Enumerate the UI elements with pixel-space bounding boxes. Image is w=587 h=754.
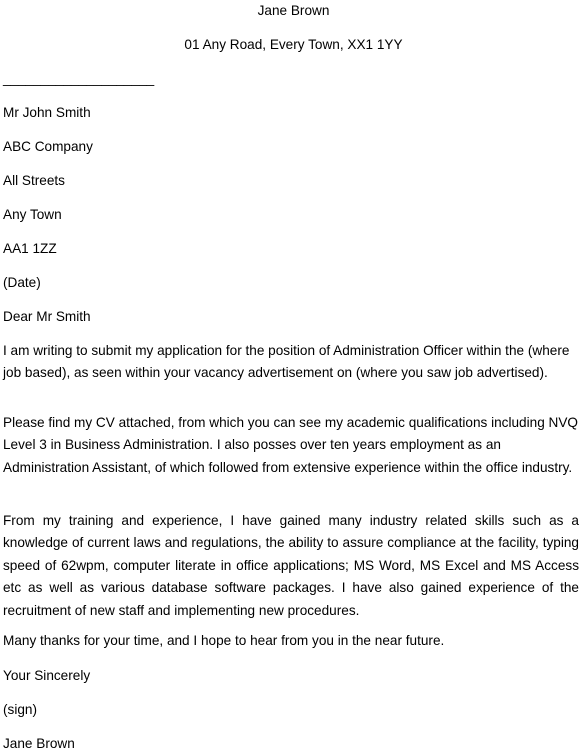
body-paragraph-thanks: Many thanks for your time, and I hope to hear from you in the near future. (3, 633, 445, 648)
signoff-name: Jane Brown (3, 736, 75, 751)
body-paragraph-intro: I am writing to submit my application for the position of Administration Officer within the (where job based), as seen within your vacancy advertisement on (where you saw job advertised). (3, 343, 570, 381)
separator-line: ____________________ (3, 71, 155, 86)
signature-placeholder: (sign) (3, 702, 37, 717)
recipient-company: ABC Company (3, 139, 93, 154)
closing: Your Sincerely (3, 668, 91, 683)
recipient-town: Any Town (3, 207, 62, 222)
sender-address: 01 Any Road, Every Town, XX1 1YY (184, 37, 403, 52)
letter-date: (Date) (3, 275, 41, 290)
body-paragraph-qualifications: Please find my CV attached, from which you can see my academic qualifications including NVQ Level 3 in Business Administration. I also posses over ten years employment as an Administration Assistant, of which followed from extensive experience within the office industry. (3, 415, 578, 475)
recipient-street: All Streets (3, 173, 65, 188)
body-paragraph-experience: From my training and experience, I have gained many industry related skills such as a knowledge of current laws and regulations, the ability to assure compliance at the facility, typing speed of 62wpm, computer literate in office applications; MS Word, MS Excel and MS Access etc as well as various database software packages. I have also gained experience of the recruitment of new staff and implementing new procedures. (3, 513, 579, 618)
sender-name: Jane Brown (257, 3, 330, 18)
recipient-name: Mr John Smith (3, 105, 91, 120)
recipient-postcode: AA1 1ZZ (3, 241, 57, 256)
salutation: Dear Mr Smith (3, 309, 91, 324)
